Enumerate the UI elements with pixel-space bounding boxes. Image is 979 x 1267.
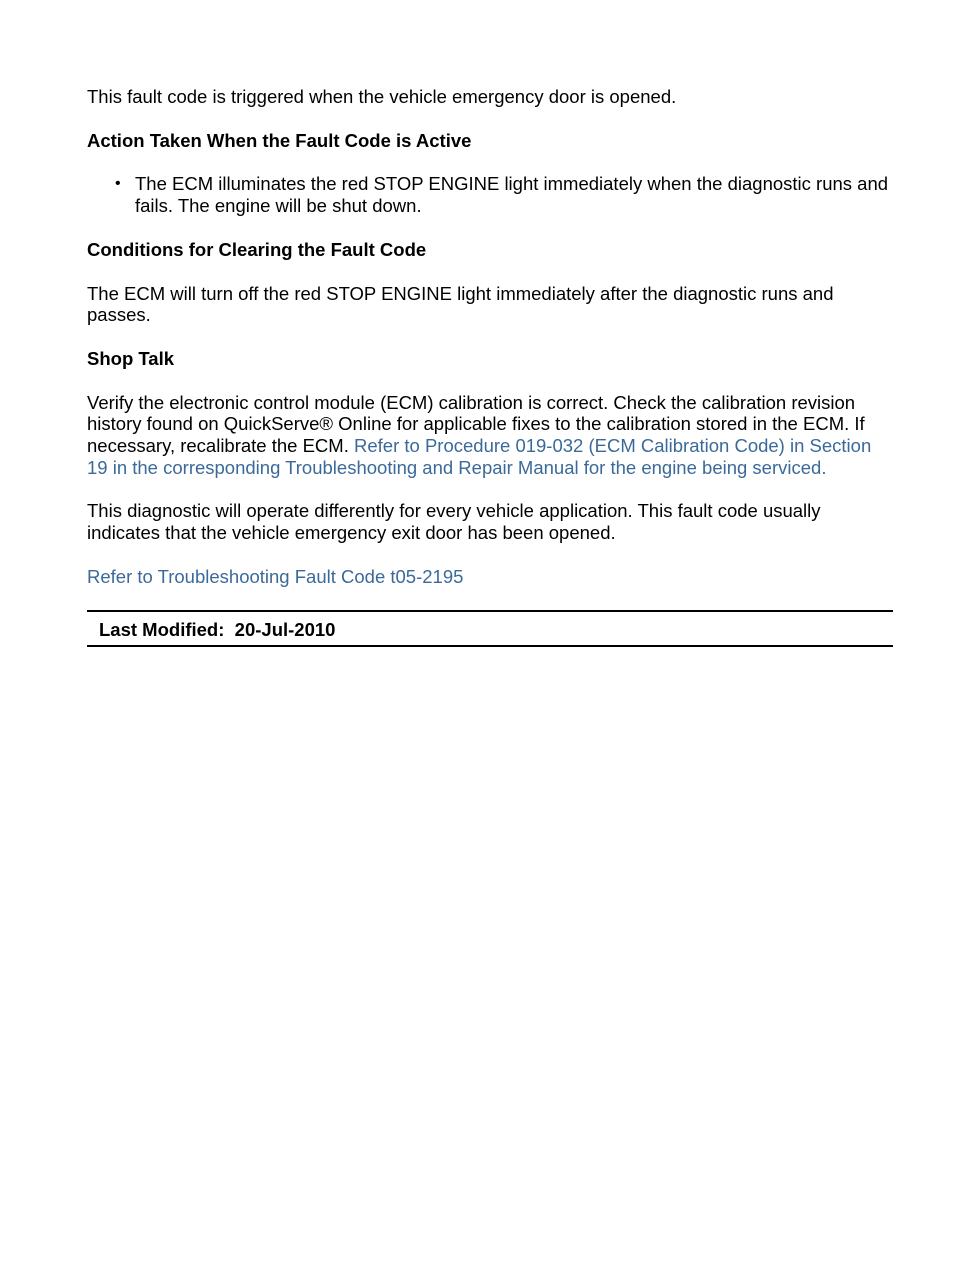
action-list <box>87 173 893 216</box>
clearing-heading: Conditions for Clearing the Fault Code <box>87 238 427 260</box>
footer-bottom-rule <box>87 645 893 647</box>
shop-talk-heading: Shop Talk <box>87 347 175 369</box>
footer <box>87 610 893 648</box>
list-item-text: The ECM illuminates the red STOP ENGINE light immediately when the diagnostic runs and fails. The engine will be shut down. <box>135 173 889 217</box>
last-modified-row <box>87 612 893 646</box>
last-modified-label: Last Modified: <box>99 618 225 640</box>
action-heading: Action Taken When the Fault Code is Active <box>87 129 472 151</box>
shop-talk-paragraph <box>87 392 893 479</box>
intro-text: This fault code is triggered when the vehicle emergency door is opened. <box>87 86 677 107</box>
procedure-link[interactable]: Refer to Procedure 019-032 (ECM Calibration Code) in Section 19 in the corresponding Troubleshooting and Repair Manual for the engine being serviced. <box>87 435 872 478</box>
document-body <box>87 86 893 647</box>
shop-talk-text: Verify the electronic control module (ECM) calibration is correct. Check the calibration revision history found on QuickServe® Online for applicable fixes to the calibration stored in the ECM. If necessary, recalibrate the ECM. <box>87 391 865 457</box>
list-item <box>115 173 893 217</box>
shop-talk-note: This diagnostic will operate differently for every vehicle application. This fault code usually indicates that the vehicle emergency exit door has been opened. <box>87 500 821 544</box>
bullet-icon: • <box>115 175 121 193</box>
troubleshooting-link[interactable]: Refer to Troubleshooting Fault Code t05-2195 <box>87 565 464 587</box>
refer-paragraph <box>87 566 893 588</box>
last-modified-date: 20-Jul-2010 <box>234 618 336 640</box>
clearing-text: The ECM will turn off the red STOP ENGINE light immediately after the diagnostic runs and passes. <box>87 282 834 326</box>
